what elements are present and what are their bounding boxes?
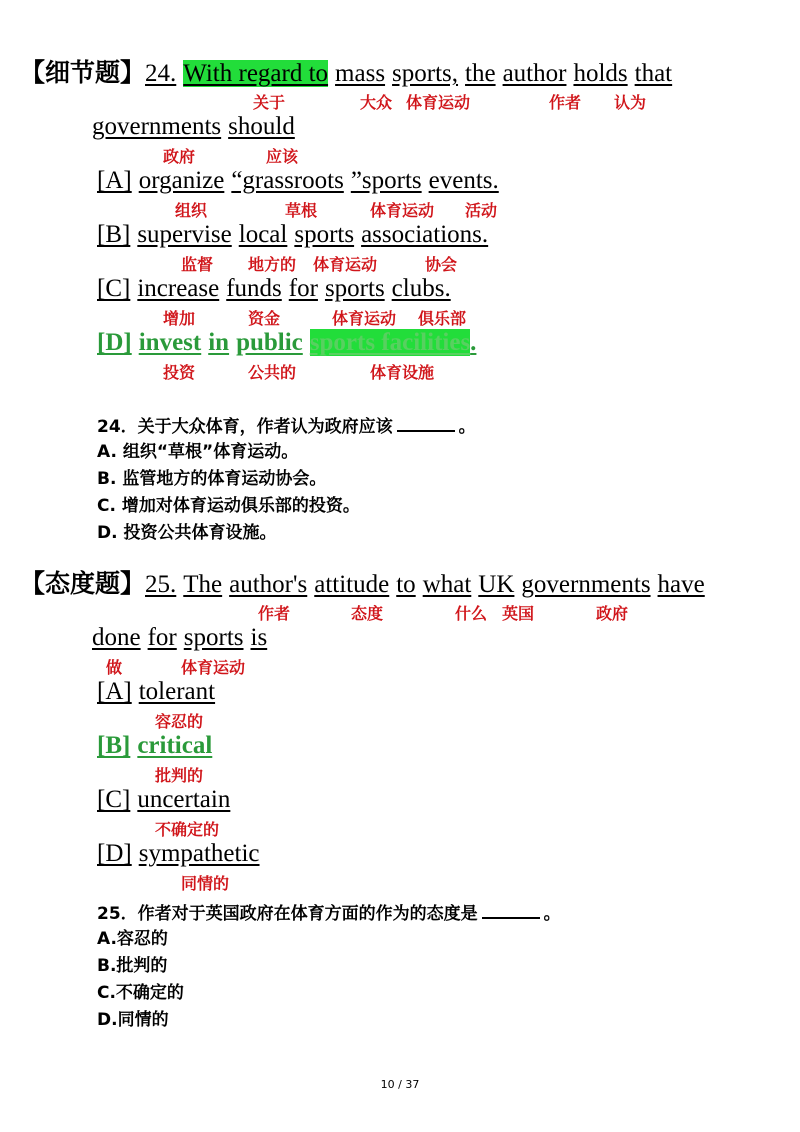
answer-blank bbox=[397, 414, 455, 432]
stem-word: done bbox=[92, 624, 141, 651]
option-label: [C] bbox=[97, 786, 131, 813]
stem-word: have bbox=[657, 571, 705, 598]
stem-word: holds bbox=[573, 60, 628, 87]
q25-zh-stem bbox=[97, 901, 561, 925]
stem-word: for bbox=[147, 624, 177, 651]
option-word: clubs. bbox=[391, 275, 451, 302]
stem-word: what bbox=[422, 571, 472, 598]
q24-option-b[interactable] bbox=[97, 220, 495, 250]
stem-word: attitude bbox=[314, 571, 390, 598]
gloss: 俱乐部 bbox=[418, 309, 467, 328]
gloss: 体育运动 bbox=[370, 201, 435, 220]
option-label: [A] bbox=[97, 167, 132, 194]
gloss: 作者 bbox=[549, 93, 582, 112]
q24-type-tag: 【细节题】 bbox=[20, 58, 146, 87]
option-word: sports bbox=[294, 221, 355, 248]
option-word: ”sports bbox=[350, 167, 422, 194]
gloss: 组织 bbox=[175, 201, 208, 220]
gloss: 资金 bbox=[248, 309, 281, 328]
q24-zh-option-b: B. 监管地方的体育运动协会。 bbox=[97, 469, 327, 489]
option-label: [D] bbox=[97, 840, 132, 867]
option-word: increase bbox=[137, 275, 220, 302]
zh-stem-text: 24．关于大众体育，作者认为政府应该 bbox=[97, 417, 393, 437]
stem-word: sports bbox=[183, 624, 244, 651]
gloss: 增加 bbox=[163, 309, 196, 328]
q25-option-d[interactable] bbox=[97, 839, 267, 869]
gloss: 活动 bbox=[465, 201, 498, 220]
gloss: 地方的 bbox=[248, 255, 297, 274]
gloss: 批判的 bbox=[155, 766, 204, 785]
gloss: 监督 bbox=[181, 255, 214, 274]
zh-stem-end: 。 bbox=[543, 904, 561, 924]
option-word: sports bbox=[324, 275, 385, 302]
option-word: sympathetic bbox=[138, 840, 260, 867]
option-word: tolerant bbox=[138, 678, 216, 705]
stem-word: the bbox=[465, 60, 496, 87]
stem-word: governments bbox=[92, 113, 222, 140]
gloss: 大众 bbox=[360, 93, 393, 112]
option-word: for bbox=[288, 275, 318, 302]
stem-word: to bbox=[396, 571, 416, 598]
zh-stem-text: 25．作者对于英国政府在体育方面的作为的态度是 bbox=[97, 904, 478, 924]
option-word: . bbox=[470, 329, 477, 356]
gloss: 应该 bbox=[266, 147, 299, 166]
stem-word: sports, bbox=[392, 60, 459, 87]
stem-word: that bbox=[634, 60, 673, 87]
stem-word: governments bbox=[521, 571, 651, 598]
option-word: associations. bbox=[361, 221, 489, 248]
option-word: critical bbox=[137, 732, 213, 759]
gloss: 政府 bbox=[596, 604, 629, 623]
stem-word: mass bbox=[335, 60, 386, 87]
zh-stem-end: 。 bbox=[458, 417, 476, 437]
q25-stem-line1 bbox=[20, 569, 712, 600]
q24-number: 24. bbox=[145, 60, 177, 87]
gloss: 体育运动 bbox=[313, 255, 378, 274]
q25-type-tag: 【态度题】 bbox=[20, 569, 146, 598]
gloss: 关于 bbox=[253, 93, 286, 112]
q25-zh-option-d: D.同情的 bbox=[97, 1010, 169, 1030]
option-word: public bbox=[236, 329, 303, 356]
q24-option-d-correct[interactable] bbox=[97, 328, 483, 358]
gloss: 体育运动 bbox=[181, 658, 246, 677]
gloss: 英国 bbox=[502, 604, 535, 623]
gloss: 容忍的 bbox=[155, 712, 204, 731]
stem-word: The bbox=[183, 571, 223, 598]
option-word: organize bbox=[138, 167, 225, 194]
option-word: events. bbox=[428, 167, 499, 194]
q24-zh-option-d: D. 投资公共体育设施。 bbox=[97, 523, 277, 543]
stem-word: UK bbox=[478, 571, 515, 598]
gloss: 协会 bbox=[425, 255, 458, 274]
q25-zh-option-c: C.不确定的 bbox=[97, 983, 184, 1003]
option-label: [B] bbox=[97, 221, 131, 248]
gloss: 政府 bbox=[163, 147, 196, 166]
gloss: 体育运动 bbox=[332, 309, 397, 328]
q25-option-b-correct[interactable] bbox=[97, 731, 219, 761]
answer-blank bbox=[482, 901, 540, 919]
q25-number: 25. bbox=[145, 571, 177, 598]
stem-word: is bbox=[250, 624, 268, 651]
gloss: 投资 bbox=[163, 363, 196, 382]
option-word: funds bbox=[226, 275, 282, 302]
q24-highlight-phrase: With regard to bbox=[183, 60, 329, 87]
q24-zh-option-a: A. 组织“草根”体育运动。 bbox=[97, 442, 299, 462]
option-label: [B] bbox=[97, 732, 131, 759]
gloss: 同情的 bbox=[181, 874, 230, 893]
stem-word: author bbox=[502, 60, 567, 87]
page-number: 10 / 37 bbox=[380, 1078, 420, 1091]
q24-stem-line1 bbox=[20, 58, 679, 89]
stem-word: should bbox=[228, 113, 295, 140]
q24-stem-line2 bbox=[92, 112, 302, 142]
q25-option-a[interactable] bbox=[97, 677, 222, 707]
gloss: 认为 bbox=[614, 93, 647, 112]
q25-option-c[interactable] bbox=[97, 785, 237, 815]
gloss: 体育运动 bbox=[406, 93, 471, 112]
gloss: 作者 bbox=[258, 604, 291, 623]
option-label: [A] bbox=[97, 678, 132, 705]
gloss: 什么 bbox=[455, 604, 488, 623]
q24-option-c[interactable] bbox=[97, 274, 458, 304]
q25-zh-option-a: A.容忍的 bbox=[97, 929, 168, 949]
gloss: 不确定的 bbox=[155, 820, 220, 839]
option-word: supervise bbox=[137, 221, 232, 248]
option-word: “grassroots bbox=[231, 167, 344, 194]
option-word: uncertain bbox=[137, 786, 231, 813]
option-word: in bbox=[208, 329, 230, 356]
option-label: [C] bbox=[97, 275, 131, 302]
gloss: 体育设施 bbox=[370, 363, 435, 382]
q24-zh-stem bbox=[97, 414, 476, 438]
q24-option-a[interactable] bbox=[97, 166, 506, 196]
option-label: [D] bbox=[97, 329, 132, 356]
q25-zh-option-b: B.批判的 bbox=[97, 956, 168, 976]
option-word: invest bbox=[138, 329, 202, 356]
answer-highlight-phrase: sports facilities bbox=[309, 329, 471, 356]
gloss: 公共的 bbox=[248, 363, 297, 382]
gloss: 做 bbox=[106, 658, 123, 677]
stem-word: author's bbox=[229, 571, 308, 598]
q25-stem-line2 bbox=[92, 623, 274, 653]
gloss: 态度 bbox=[351, 604, 384, 623]
option-word: local bbox=[238, 221, 288, 248]
gloss: 草根 bbox=[285, 201, 318, 220]
q24-zh-option-c: C. 增加对体育运动俱乐部的投资。 bbox=[97, 496, 360, 516]
